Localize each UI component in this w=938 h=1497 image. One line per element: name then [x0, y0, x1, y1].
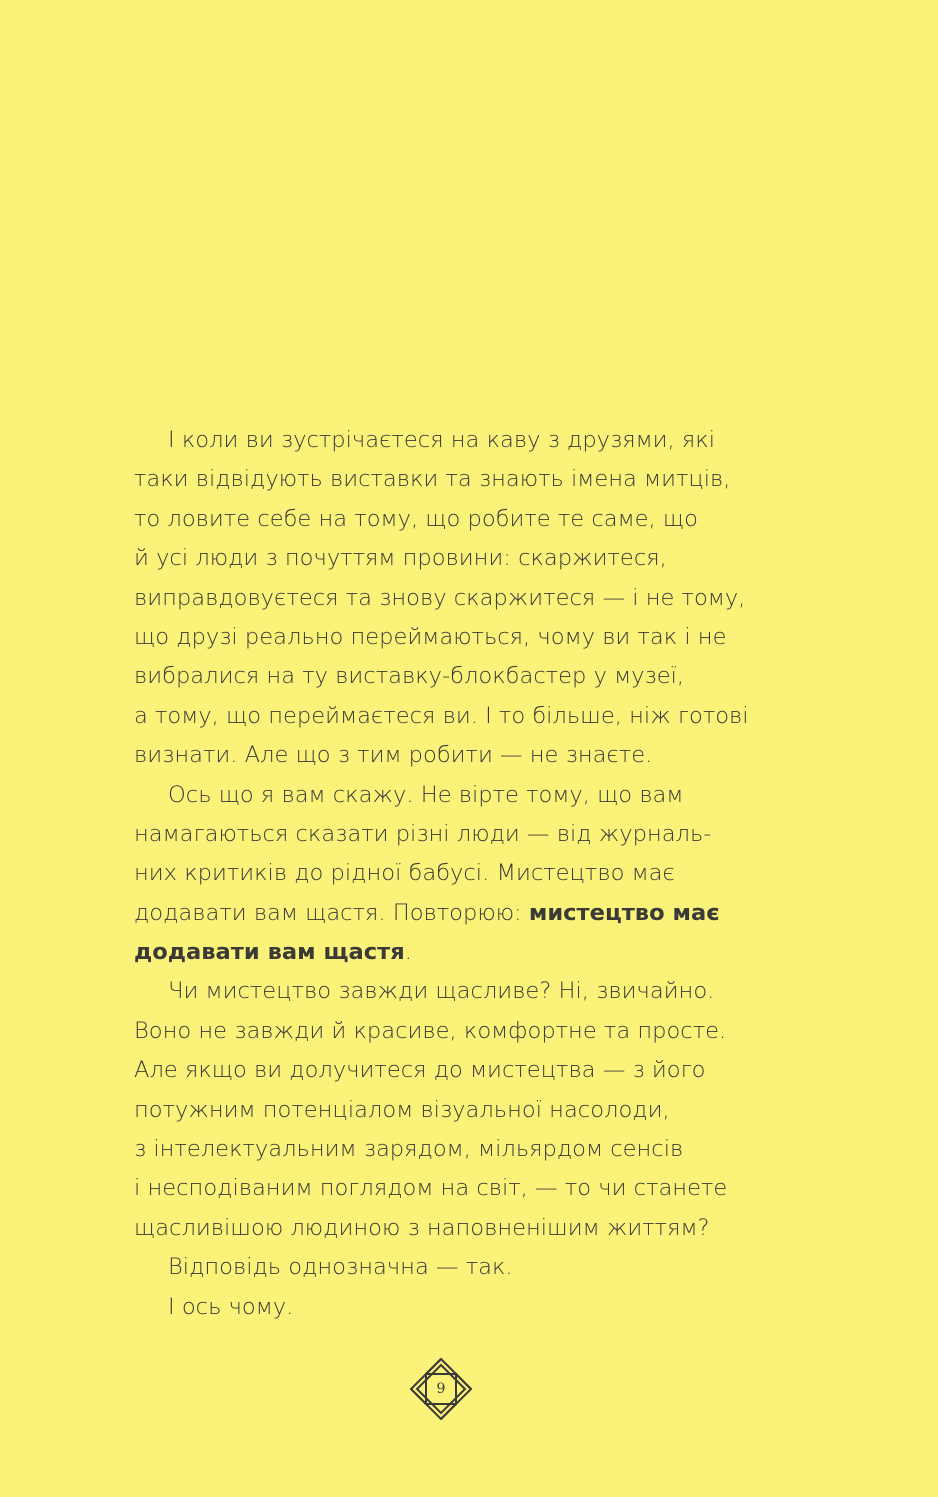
text-line: І коли ви зустрічаєтеся на каву з друзями, які	[168, 427, 715, 453]
text-line: а тому, що переймаєтеся ви. І то більше, ніж готові	[134, 702, 749, 729]
text-line: Відповідь однозначна — так.	[168, 1254, 513, 1281]
text-line: Ось що я вам скажу. Не вірте тому, що вам	[168, 781, 684, 808]
text-line: і несподіваним поглядом на світ, — то чи станете	[134, 1175, 728, 1202]
page-number: 9	[436, 1381, 446, 1397]
text-line: Воно не завжди й красиве, комфортне та просте.	[134, 1017, 727, 1044]
text-line: І ось чому.	[168, 1293, 294, 1320]
text-line: то ловите себе на тому, що робите те саме, що	[134, 505, 698, 532]
text-line: вибралися на ту виставку-блокбастер у музеї,	[134, 663, 685, 690]
text-line: щасливішою людиною з наповненішим життям?	[134, 1214, 710, 1241]
text-line-with-emphasis	[134, 894, 774, 933]
emphasis-text: додавати вам щастя	[134, 939, 405, 966]
text-line: намагаються сказати різні люди — від журналь-	[134, 820, 712, 847]
text-segment: .	[404, 939, 412, 966]
text-line: що друзі реально переймаються, чому ви так і не	[134, 623, 727, 650]
text-line: визнати. Але що з тим робити — не знаєте.	[134, 742, 653, 769]
text-segment: додавати вам щастя. Повторюю:	[134, 899, 529, 926]
text-line: з інтелектуальним зарядом, мільярдом сенсів	[134, 1136, 684, 1163]
text-line: Чи мистецтво завжди щасливе? Ні, звичайно.	[168, 978, 715, 1005]
text-line: Але якщо ви долучитеся до мистецтва — з його	[134, 1057, 706, 1084]
text-line: таки відвідують виставки та знають імена митців,	[134, 466, 731, 493]
text-line-with-emphasis	[134, 933, 774, 972]
emphasis-text: мистецтво має	[528, 899, 720, 926]
page-number-ornament	[408, 1356, 474, 1422]
text-line: потужним потенціалом візуальної насолоди,	[134, 1096, 670, 1123]
text-line: них критиків до рідної бабусі. Мистецтво має	[134, 860, 675, 887]
text-line: й усі люди з почуттям провини: скаржитеся,	[134, 545, 667, 572]
text-line: виправдовуєтеся та знову скаржитеся — і не тому,	[134, 584, 746, 611]
body-text	[134, 421, 774, 1327]
